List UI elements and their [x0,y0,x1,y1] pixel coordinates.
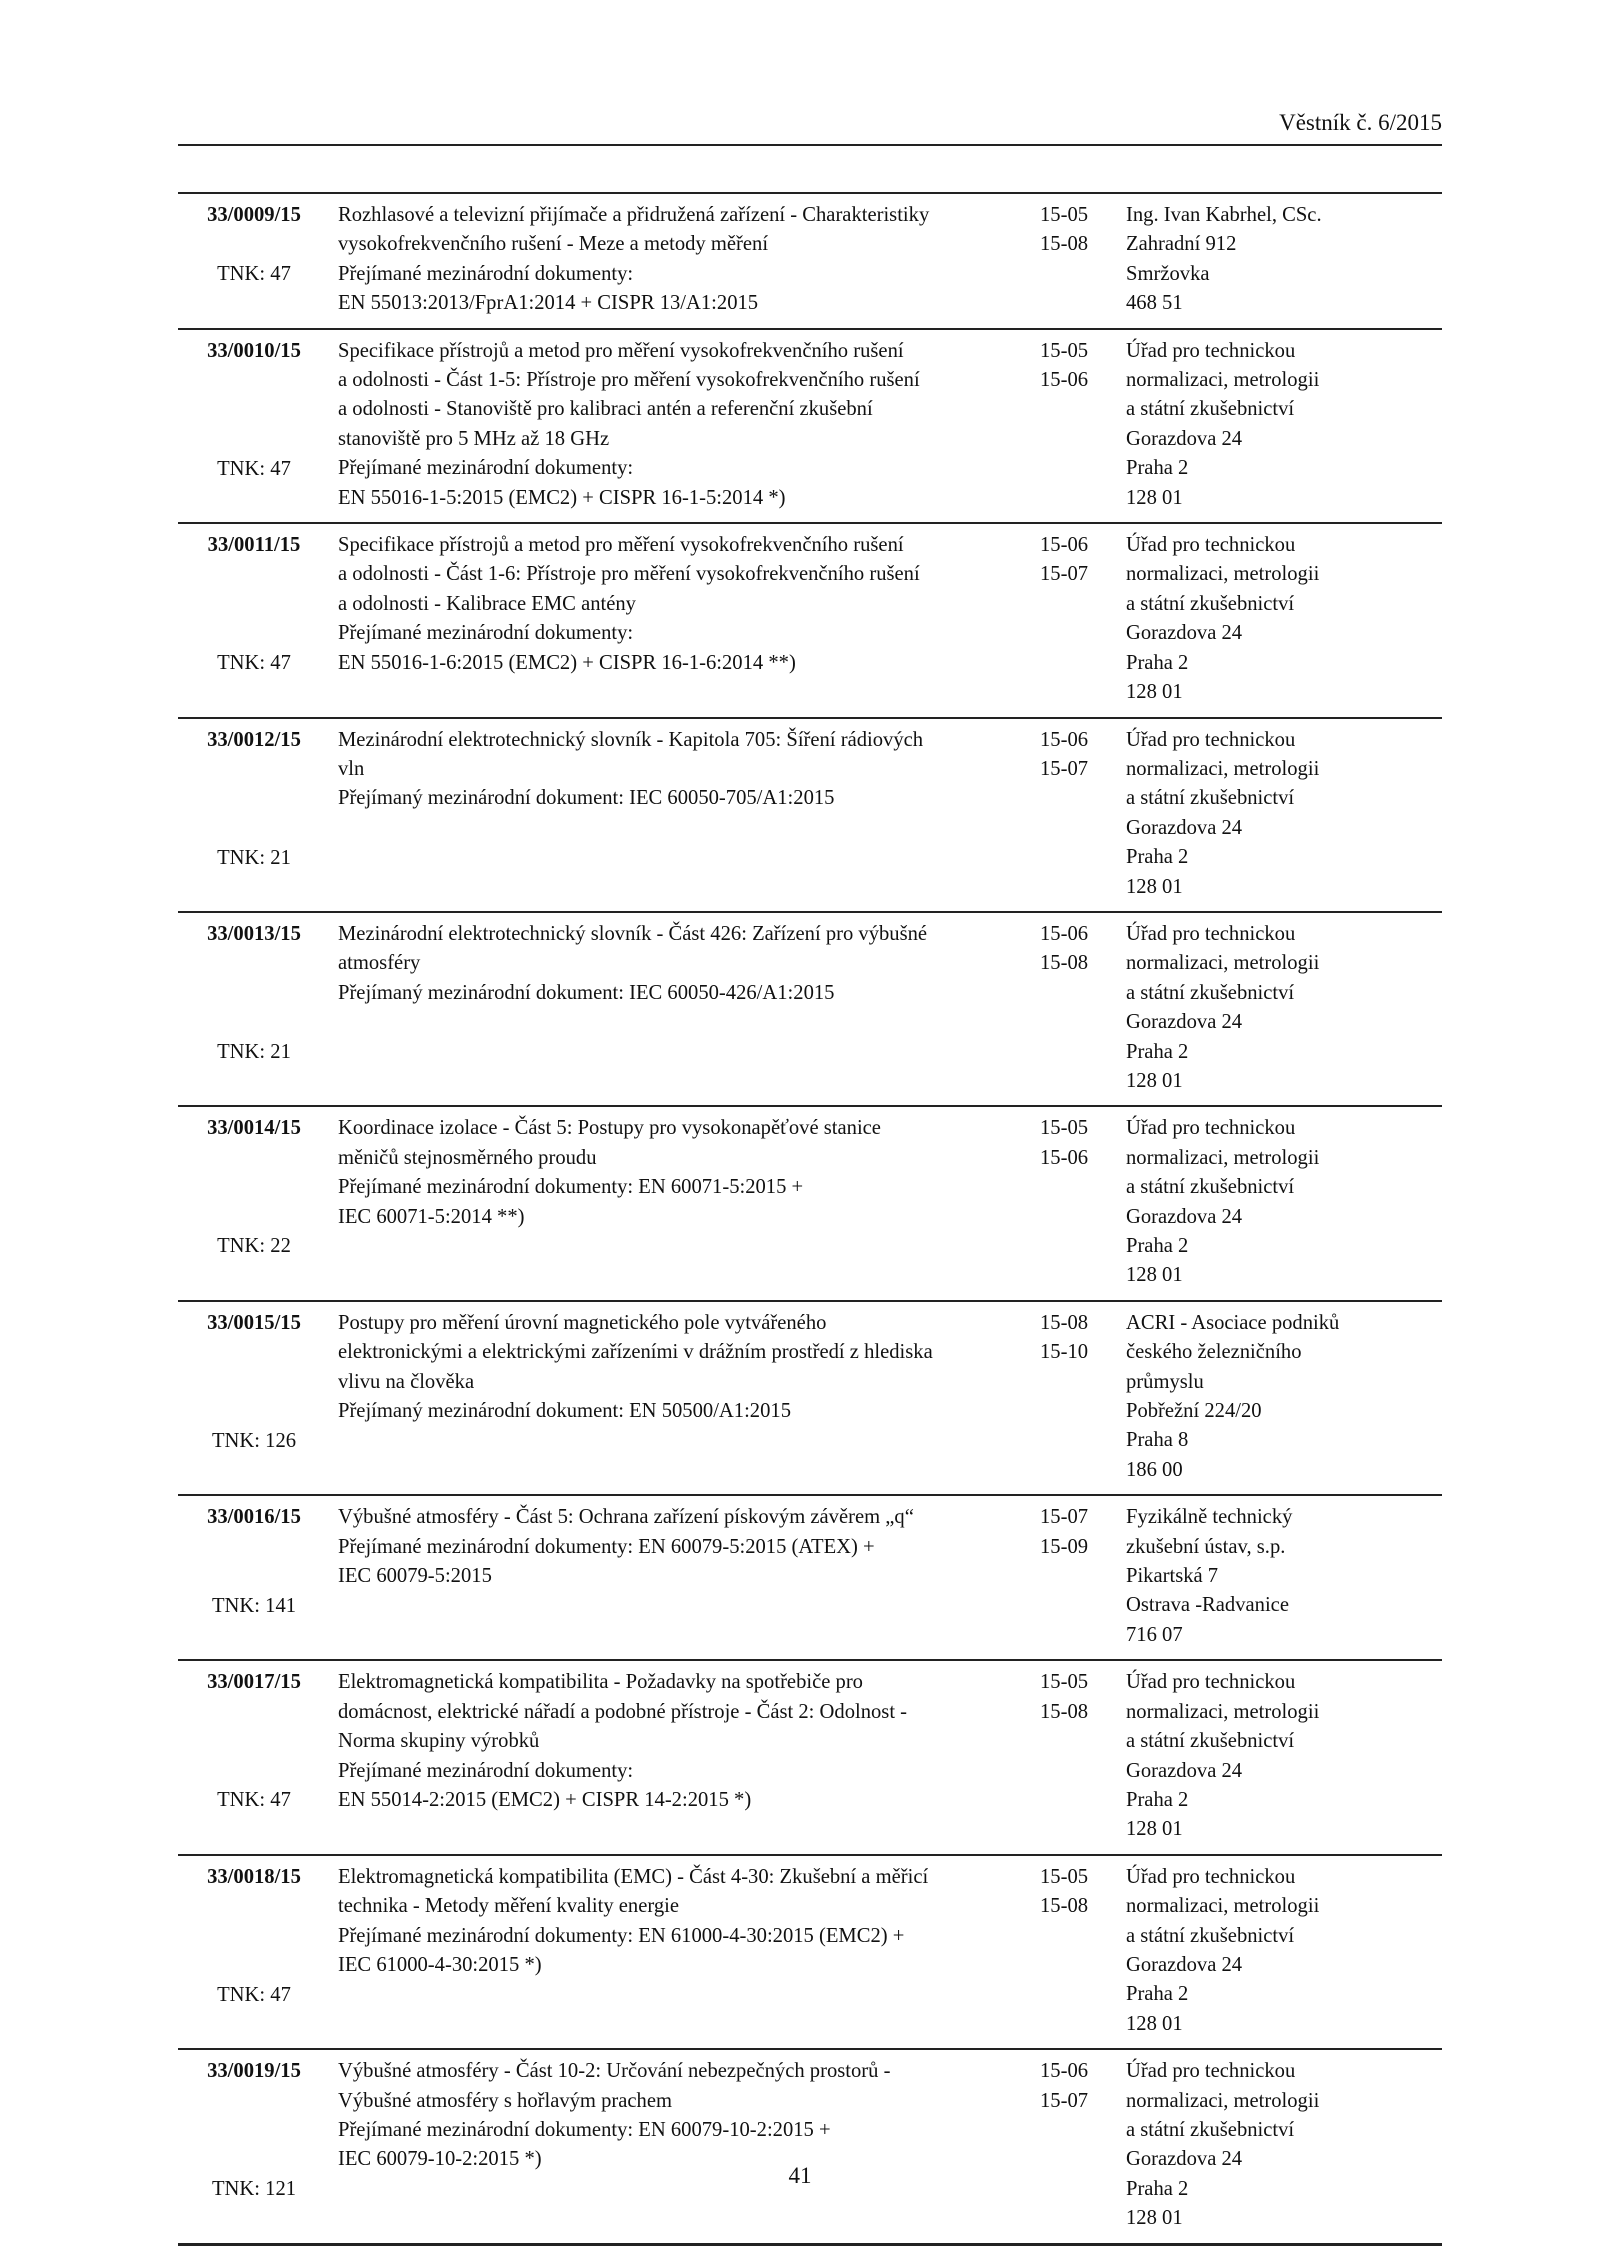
row-identifier [178,920,330,1096]
dates-line: 15-08 [1040,233,1089,256]
row-identifier [178,2057,330,2233]
processor-address-line: Praha 2 [1126,1983,1189,2006]
processor-address-line: a státní zkušebnictví [1126,787,1295,810]
processor-address-line: Gorazdova 24 [1126,816,1243,839]
dates-line: 15-06 [1040,728,1089,751]
table-row [178,330,1442,524]
dates [1036,1668,1126,1844]
processor-address [1126,920,1442,1096]
processor-address-line: a státní zkušebnictví [1126,592,1295,615]
processor-address-line: normalizaci, metrologii [1126,952,1320,975]
dates-line: 15-05 [1040,1671,1089,1694]
description-line: Přejímané mezinárodní dokumenty: EN 60079-10-2:2015 + [338,2118,831,2141]
description [330,201,1036,319]
standard-number: 33/0013/15 [207,922,301,945]
processor-address-line: normalizaci, metrologii [1126,1895,1320,1918]
processor-address-line: Úřad pro technickou [1126,339,1296,362]
processor-address-line: Gorazdova 24 [1126,1953,1243,1976]
processor-address-line: Fyzikálně technický [1126,1506,1293,1529]
dates-line: 15-08 [1040,952,1089,975]
description-line: vysokofrekvenčního rušení - Meze a metody měření [338,233,769,256]
processor-address-line: a státní zkušebnictví [1126,981,1295,1004]
dates [1036,726,1126,902]
processor-address-line: normalizaci, metrologii [1126,2089,1320,2112]
processor-address-line: Pikartská 7 [1126,1565,1219,1588]
row-identifier [178,1309,330,1485]
description-line: EN 55013:2013/FprA1:2014 + CISPR 13/A1:2015 [338,292,759,315]
journal-title: Věstník č. 6/2015 [1279,110,1442,135]
description [330,920,1036,1096]
dates-line: 15-08 [1040,1700,1089,1723]
description-line: měničů stejnosměrného proudu [338,1146,597,1169]
processor-address-line: normalizaci, metrologii [1126,1700,1320,1723]
table-row [178,194,1442,330]
dates-line: 15-07 [1040,1506,1089,1529]
processor-address-line: Praha 2 [1126,846,1189,869]
page-header [178,108,1442,146]
dates [1036,920,1126,1096]
description-line: Mezinárodní elektrotechnický slovník - Kapitola 705: Šíření rádiových [338,728,924,751]
processor-address-line: a státní zkušebnictví [1126,1924,1295,1947]
dates-line: 15-06 [1040,369,1089,392]
description-line: Přejímané mezinárodní dokumenty: EN 61000-4-30:2015 (EMC2) + [338,1924,905,1947]
description [330,337,1036,513]
processor-address-line: Praha 2 [1126,1040,1189,1063]
dates [1036,337,1126,513]
standard-number: 33/0016/15 [207,1506,301,1529]
processor-address-line: 128 01 [1126,1069,1183,1092]
processor-address-line: Gorazdova 24 [1126,427,1243,450]
dates-line: 15-07 [1040,757,1089,780]
tnk-label: TNK: 47 [217,1983,291,2006]
description-line: Výbušné atmosféry - Část 5: Ochrana zařízení pískovým závěrem „q“ [338,1506,914,1529]
description-line: Přejímané mezinárodní dokumenty: [338,457,634,480]
row-identifier [178,1114,330,1290]
processor-address-line: Úřad pro technickou [1126,1117,1296,1140]
description-line: Výbušné atmosféry - Část 10-2: Určování nebezpečných prostorů - [338,2060,891,2083]
page-number: 41 [788,2163,812,2188]
dates-line: 15-09 [1040,1535,1089,1558]
standard-number: 33/0014/15 [207,1117,301,1140]
processor-address-line: a státní zkušebnictví [1126,2118,1295,2141]
description-line: EN 55016-1-6:2015 (EMC2) + CISPR 16-1-6:2014 **) [338,651,796,674]
tnk-label: TNK: 22 [217,1235,291,1258]
description [330,1309,1036,1485]
processor-address-line: Gorazdova 24 [1126,1205,1243,1228]
row-identifier [178,531,330,707]
tnk-label: TNK: 21 [217,846,291,869]
processor-address-line: Praha 2 [1126,1235,1189,1257]
processor-address [1126,201,1442,319]
processor-address-line: 128 01 [1126,681,1183,704]
processor-address-line: 128 01 [1126,486,1183,509]
standard-number: 33/0019/15 [207,2060,301,2083]
table-row [178,1496,1442,1661]
table-row [178,1302,1442,1496]
processor-address-line: Gorazdova 24 [1126,2148,1243,2171]
description-line: a odolnosti - Kalibrace EMC antény [338,592,636,615]
description-line: Přejímané mezinárodní dokumenty: [338,622,634,645]
dates [1036,1863,1126,2039]
description-line: Koordinace izolace - Část 5: Postupy pro vysokonapěťové stanice [338,1117,881,1140]
description-line: Norma skupiny výrobků [338,1730,540,1753]
standard-number: 33/0011/15 [207,534,301,557]
table-row [178,913,1442,1107]
description-line: Přejímané mezinárodní dokumenty: EN 60079-5:2015 (ATEX) + [338,1535,875,1558]
processor-address-line: Gorazdova 24 [1126,1011,1243,1034]
processor-address-line: normalizaci, metrologii [1126,369,1320,392]
dates-line: 15-10 [1040,1341,1089,1364]
dates-line: 15-08 [1040,1895,1089,1918]
processor-address-line: Úřad pro technickou [1126,2060,1296,2083]
table-row [178,2050,1442,2245]
description-line: vln [338,757,365,780]
processor-address [1126,1114,1442,1290]
processor-address-line: 716 07 [1126,1623,1183,1646]
processor-address [1126,2057,1442,2233]
description-line: a odolnosti - Část 1-6: Přístroje pro měření vysokofrekvenčního rušení [338,563,920,586]
processor-address-line: Praha 2 [1126,2177,1189,2200]
table-row [178,524,1442,718]
processor-address-line: Zahradní 912 [1126,233,1237,256]
tnk-label: TNK: 47 [217,457,291,480]
dates [1036,201,1126,319]
description-line: atmosféry [338,952,421,975]
processor-address [1126,337,1442,513]
tnk-label: TNK: 121 [211,2178,297,2201]
description [330,1863,1036,2039]
description-line: EN 55016-1-5:2015 (EMC2) + CISPR 16-1-5:2014 *) [338,486,786,509]
description-line: Přejímané mezinárodní dokumenty: [338,1759,634,1782]
description [330,1668,1036,1844]
processor-address-line: Ostrava -Radvanice [1126,1594,1289,1617]
description [330,2057,1036,2233]
processor-address-line: normalizaci, metrologii [1126,563,1320,586]
row-identifier [178,337,330,513]
dates [1036,1114,1126,1290]
description-line: IEC 60079-10-2:2015 *) [338,2148,542,2171]
description [330,726,1036,902]
processor-address [1126,1503,1442,1650]
description-line: Elektromagnetická kompatibilita (EMC) - Část 4-30: Zkušební a měřicí [338,1865,929,1888]
description [330,1503,1036,1650]
standards-table [178,192,1442,2246]
processor-address [1126,531,1442,707]
dates [1036,2057,1126,2233]
tnk-label: TNK: 126 [211,1429,297,1452]
row-identifier [178,201,330,319]
processor-address-line: Úřad pro technickou [1126,922,1296,945]
description-line: EN 55014-2:2015 (EMC2) + CISPR 14-2:2015 *) [338,1788,752,1811]
row-identifier [178,1863,330,2039]
processor-address-line: 128 01 [1126,875,1183,898]
processor-address-line: Praha 8 [1126,1429,1189,1452]
dates-line: 15-08 [1040,1311,1089,1334]
dates-line: 15-05 [1040,204,1089,226]
processor-address-line: normalizaci, metrologii [1126,757,1320,780]
description-line: Rozhlasové a televizní přijímače a přidružená zařízení - Charakteristiky [338,204,930,226]
processor-address-line: 128 01 [1126,1264,1183,1287]
description-line: IEC 60079-5:2015 [338,1565,492,1588]
processor-address-line: Gorazdova 24 [1126,622,1243,645]
tnk-label: TNK: 21 [217,1040,291,1063]
processor-address-line: Pobřežní 224/20 [1126,1400,1262,1423]
description-line: domácnost, elektrické nářadí a podobné přístroje - Část 2: Odolnost - [338,1700,908,1723]
standard-number: 33/0015/15 [207,1311,301,1334]
description-line: Specifikace přístrojů a metod pro měření vysokofrekvenčního rušení [338,534,904,557]
processor-address-line: 128 01 [1126,2207,1183,2230]
processor-address-line: Úřad pro technickou [1126,1865,1296,1888]
processor-address-line: Úřad pro technickou [1126,534,1296,557]
table-row [178,1107,1442,1301]
dates [1036,1309,1126,1485]
processor-address-line: normalizaci, metrologii [1126,1146,1320,1169]
description-line: vlivu na člověka [338,1370,475,1393]
processor-address-line: ACRI - Asociace podniků [1126,1311,1340,1334]
processor-address-line: 128 01 [1126,1818,1183,1841]
description-line: Specifikace přístrojů a metod pro měření vysokofrekvenčního rušení [338,339,904,362]
tnk-label: TNK: 141 [211,1594,297,1617]
description-line: Přejímaný mezinárodní dokument: EN 50500/A1:2015 [338,1400,791,1423]
processor-address-line: Smržovka [1126,262,1210,285]
description-line: Postupy pro měření úrovní magnetického pole vytvářeného [338,1311,827,1334]
processor-address-line: Praha 2 [1126,1788,1189,1811]
description [330,531,1036,707]
description-line: Přejímaný mezinárodní dokument: IEC 60050-426/A1:2015 [338,981,835,1004]
row-identifier [178,1668,330,1844]
dates-line: 15-06 [1040,2060,1089,2083]
standard-number: 33/0010/15 [207,339,301,362]
dates-line: 15-07 [1040,563,1089,586]
table-row [178,1661,1442,1855]
description-line: elektronickými a elektrickými zařízeními v drážním prostředí z hlediska [338,1341,933,1364]
processor-address-line: Praha 2 [1126,651,1189,674]
dates [1036,531,1126,707]
processor-address-line: Praha 2 [1126,457,1189,480]
processor-address-line: 128 01 [1126,2012,1183,2035]
description-line: a odolnosti - Stanoviště pro kalibraci antén a referenční zkušební [338,398,873,421]
dates-line: 15-06 [1040,922,1089,945]
processor-address-line: 468 51 [1126,292,1183,315]
tnk-label: TNK: 47 [217,652,291,675]
tnk-label: TNK: 47 [217,1789,291,1812]
standard-number: 33/0009/15 [207,204,301,226]
standard-number: 33/0018/15 [207,1865,301,1888]
dates-line: 15-06 [1040,534,1089,557]
description-line: Výbušné atmosféry s hořlavým prachem [338,2089,672,2112]
processor-address-line: českého železničního [1126,1341,1302,1364]
dates-line: 15-05 [1040,339,1089,362]
processor-address [1126,726,1442,902]
processor-address-line: Ing. Ivan Kabrhel, CSc. [1126,204,1322,226]
processor-address-line: a státní zkušebnictví [1126,1176,1295,1199]
description-line: Přejímané mezinárodní dokumenty: EN 60071-5:2015 + [338,1176,804,1199]
description-line: IEC 61000-4-30:2015 *) [338,1953,542,1976]
dates-line: 15-05 [1040,1117,1089,1140]
dates-line: 15-07 [1040,2089,1089,2112]
description-line: Mezinárodní elektrotechnický slovník - Část 426: Zařízení pro výbušné [338,922,928,945]
description-line: Přejímaný mezinárodní dokument: IEC 60050-705/A1:2015 [338,787,835,810]
standard-number: 33/0017/15 [207,1671,301,1694]
dates-line: 15-06 [1040,1146,1089,1169]
processor-address-line: a státní zkušebnictví [1126,1730,1295,1753]
description-line: technika - Metody měření kvality energie [338,1895,680,1918]
dates [1036,1503,1126,1650]
processor-address-line: Úřad pro technickou [1126,1671,1296,1694]
processor-address-line: Gorazdova 24 [1126,1759,1243,1782]
description [330,1114,1036,1290]
processor-address-line: a státní zkušebnictví [1126,398,1295,421]
description-line: IEC 60071-5:2014 **) [338,1205,525,1228]
processor-address [1126,1863,1442,2039]
description-line: stanoviště pro 5 MHz až 18 GHz [338,427,610,450]
description-line: Přejímané mezinárodní dokumenty: [338,262,634,285]
processor-address [1126,1309,1442,1485]
tnk-label: TNK: 47 [217,263,291,286]
row-identifier [178,1503,330,1650]
standard-number: 33/0012/15 [207,728,301,751]
processor-address-line: průmyslu [1126,1370,1204,1393]
processor-address [1126,1668,1442,1844]
dates-line: 15-05 [1040,1865,1089,1888]
description-line: a odolnosti - Část 1-5: Přístroje pro měření vysokofrekvenčního rušení [338,369,920,392]
processor-address-line: zkušební ústav, s.p. [1126,1535,1286,1558]
row-identifier [178,726,330,902]
table-row [178,1856,1442,2050]
table-row [178,719,1442,913]
processor-address-line: Úřad pro technickou [1126,728,1296,751]
processor-address-line: 186 00 [1126,1458,1183,1481]
description-line: Elektromagnetická kompatibilita - Požadavky na spotřebiče pro [338,1671,863,1694]
